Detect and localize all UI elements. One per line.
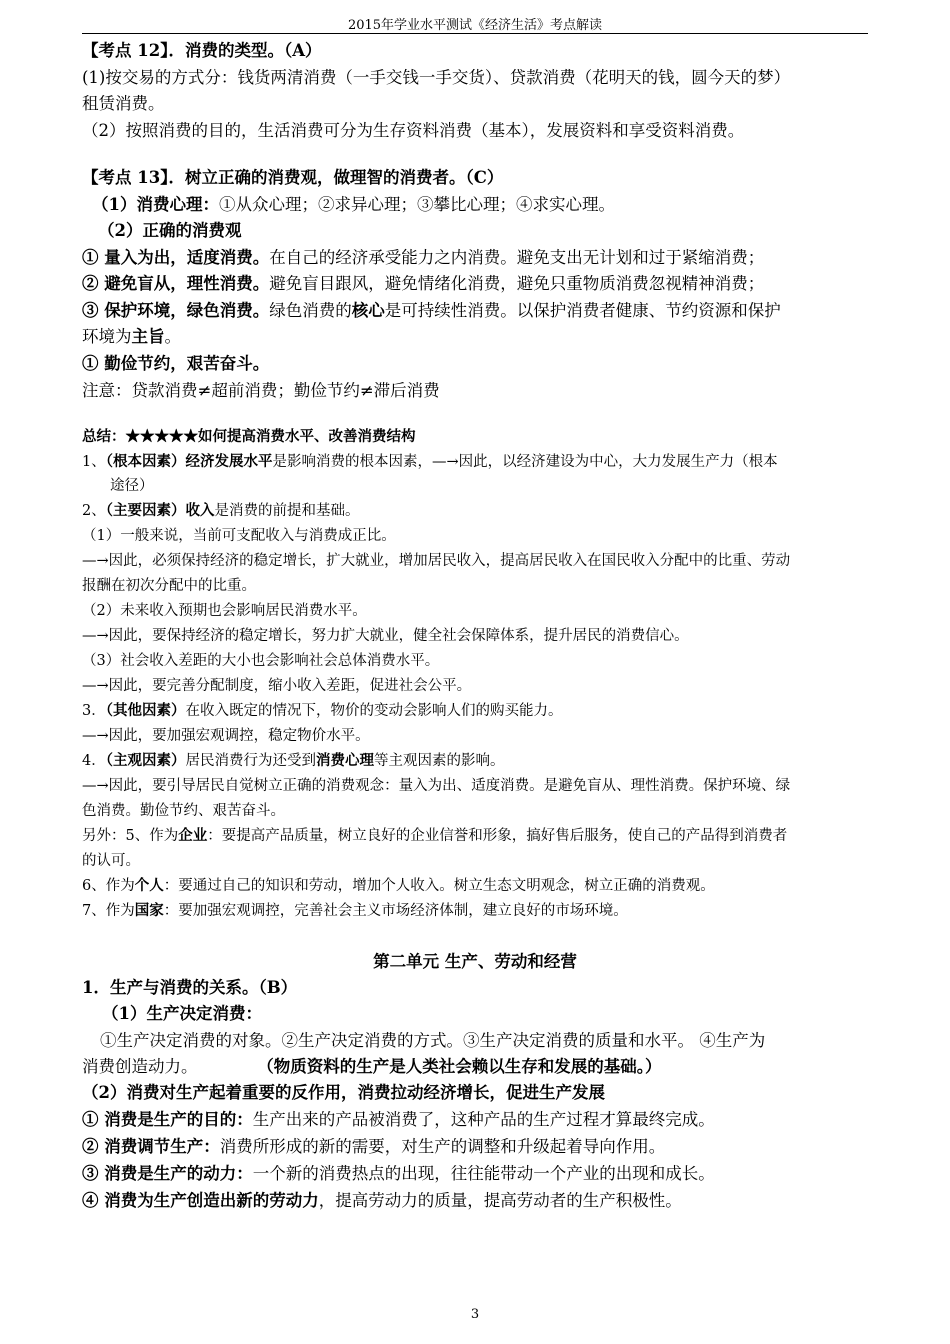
summary-1-cont: 途径） — [110, 478, 154, 494]
summary-2-1-result: —→因此，必须保持经济的稳定增长，扩大就业，增加居民收入，提高居民收入在国民收入分配中的比重、劳动 — [82, 553, 791, 569]
summary-3: 3．（其他因素）在收入既定的情况下，物价的变动会影响人们的购买能力。 — [82, 702, 563, 719]
k13-psychology: （1）消费心理：①从众心理；②求异心理；③攀比心理；④求实心理。 — [92, 195, 615, 214]
summary-2-1-result-cont: 报酬在初次分配中的比重。 — [82, 578, 256, 594]
summary-4-result: —→因此，要引导居民自觉树立正确的消费观念：量入为出、适度消费。是避免盲从、理性消费。保护环境、绿 — [82, 778, 791, 794]
summary-7: 7、作为国家：要加强宏观调控，完善社会主义市场经济体制，建立良好的市场环境。 — [82, 902, 628, 919]
view-4: ① 勤俭节约，艰苦奋斗。 — [82, 354, 270, 373]
summary-2-3-result: —→因此，要完善分配制度，缩小收入差距，促进社会公平。 — [82, 678, 472, 694]
summary-2-2-result: —→因此，要保持经济的稳定增长，努力扩大就业，健全社会保障体系，提升居民的消费信心。 — [82, 628, 689, 644]
reaction-2: ② 消费调节生产：消费所形成的新的需要，对生产的调整和升级起着导向作用。 — [82, 1137, 666, 1156]
k13-correct-view: （2）正确的消费观 — [98, 221, 242, 240]
view-1: ① 量入为出，适度消费。在自己的经济承受能力之内消费。避免支出无计划和过于紧缩消费； — [82, 248, 765, 267]
consumption-reacts: （2）消费对生产起着重要的反作用，消费拉动经济增长，促进生产发展 — [82, 1083, 605, 1102]
k12-title: 【考点 12】．消费的类型。（A） — [82, 41, 322, 60]
summary-4-result-cont: 色消费。勤俭节约、艰苦奋斗。 — [82, 803, 285, 819]
production-points-cont: 消费创造动力。 （物质资料的生产是人类社会赖以生存和发展的基础。） — [82, 1057, 662, 1076]
summary-title: 总结：★★★★★如何提高消费水平、改善消费结构 — [82, 428, 416, 445]
summary-6: 6、作为个人：要通过自己的知识和劳动，增加个人收入。树立生态文明观念，树立正确的消费观。 — [82, 877, 715, 894]
summary-5-cont: 的认可。 — [82, 853, 140, 869]
summary-5: 另外：5、作为企业：要提高产品质量，树立良好的企业信誉和形象，搞好售后服务，使自己的产品得到消费者 — [82, 827, 788, 844]
page-header: 2015年学业水平测试《经济生活》考点解读 — [347, 18, 603, 33]
header-rule — [82, 33, 868, 34]
unit-2-title: 第二单元 生产、劳动和经营 — [373, 952, 577, 971]
summary-4: 4．（主观因素）居民消费行为还受到消费心理等主观因素的影响。 — [82, 752, 505, 769]
k12-item1-cont: 租赁消费。 — [82, 94, 165, 113]
production-points: ①生产决定消费的对象。②生产决定消费的方式。③生产决定消费的质量和水平。 ④生产为 — [100, 1031, 766, 1050]
summary-3-result: —→因此，要加强宏观调控，稳定物价水平。 — [82, 728, 370, 744]
production-determines-consumption: （1）生产决定消费： — [102, 1004, 262, 1023]
summary-2-1: （1）一般来说，当前可支配收入与消费成正比。 — [82, 528, 396, 544]
summary-2: 2、（主要因素）收入是消费的前提和基础。 — [82, 502, 360, 519]
summary-1: 1、（根本因素）经济发展水平是影响消费的根本因素，—→因此，以经济建设为中心，大力发展生产力（根本 — [82, 453, 778, 470]
page-number: 3 — [470, 1307, 480, 1322]
k12-item2: （2）按照消费的目的，生活消费可分为生存资料消费（基本），发展资料和享受资料消费。 — [82, 121, 745, 140]
view-3: ③ 保护环境，绿色消费。绿色消费的核心是可持续性消费。以保护消费者健康、节约资源和保护 — [82, 301, 781, 320]
reaction-3: ③ 消费是生产的动力：一个新的消费热点的出现，往往能带动一个产业的出现和成长。 — [82, 1164, 715, 1183]
note: 注意：贷款消费≠超前消费；勤俭节约≠滞后消费 — [82, 381, 440, 400]
view-2: ② 避免盲从，理性消费。避免盲目跟风，避免情绪化消费，避免只重物质消费忽视精神消费； — [82, 274, 765, 293]
k12-item1: (1)按交易的方式分：钱货两清消费（一手交钱一手交货）、贷款消费（花明天的钱，圆今天的梦） — [82, 68, 791, 87]
unit-2-topic-1: 1．生产与消费的关系。（B） — [82, 978, 298, 997]
summary-2-3: （3）社会收入差距的大小也会影响社会总体消费水平。 — [82, 653, 440, 669]
reaction-4: ④ 消费为生产创造出新的劳动力，提高劳动力的质量，提高劳动者的生产积极性。 — [82, 1191, 682, 1210]
reaction-1: ① 消费是生产的目的：生产出来的产品被消费了，这种产品的生产过程才算最终完成。 — [82, 1110, 715, 1129]
view-3-cont: 环境为主旨。 — [82, 327, 181, 346]
summary-2-2: （2）未来收入预期也会影响居民消费水平。 — [82, 603, 367, 619]
k13-title: 【考点 13】．树立正确的消费观，做理智的消费者。（C） — [82, 168, 504, 187]
